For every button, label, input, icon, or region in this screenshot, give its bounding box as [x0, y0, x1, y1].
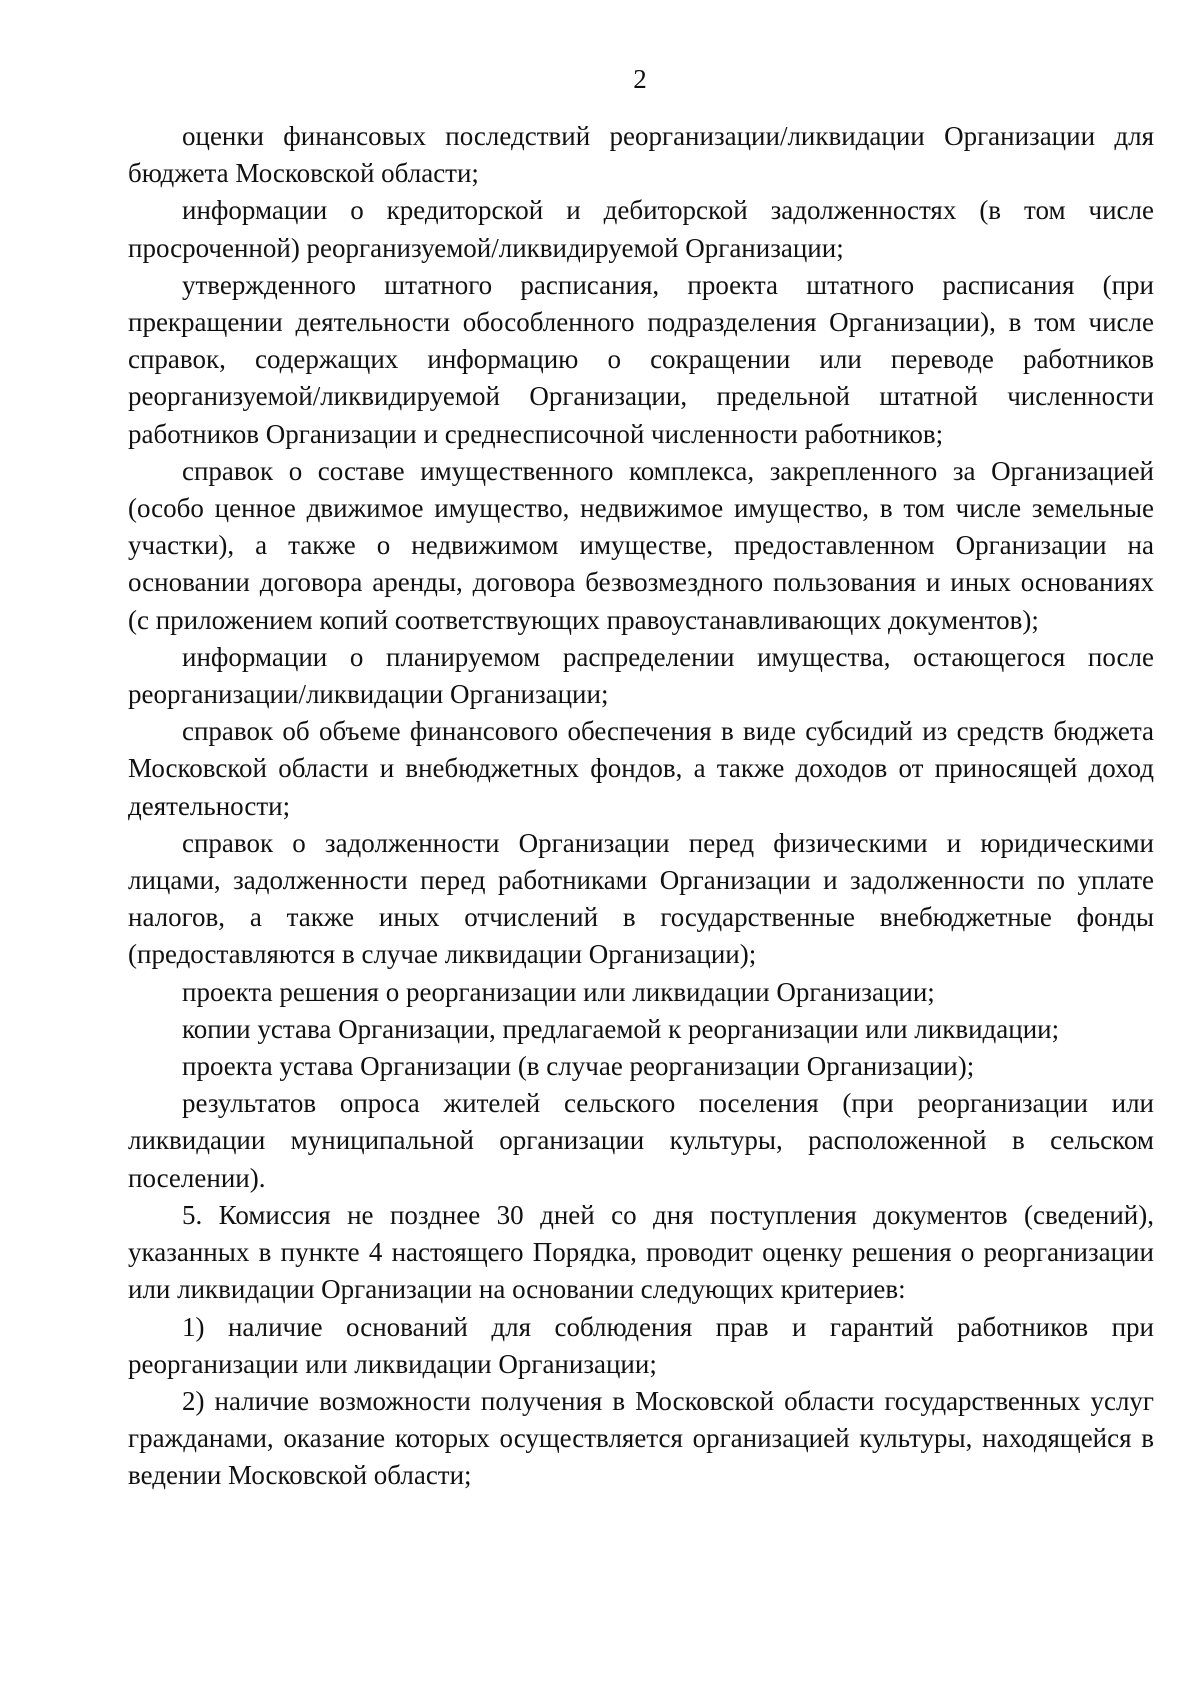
paragraph-criterion-2: 2) наличие возможности получения в Московской области государственных услуг гражданами, оказание которых осуществляется организацией культуры, находящейся в ведении Московской области;	[128, 1385, 1154, 1491]
paragraph-debt-references: справок о задолженности Организации перед физическими и юридическими лицами, задолженности перед работниками Организации и задолженности по уплате налогов, а также иных отчислений в государственные внебюджетные фонды (предоставляются в случае ликвидации Организации);	[128, 827, 1154, 970]
paragraph-financial-consequences: оценки финансовых последствий реорганизации/ликвидации Организации для бюджета Московской области;	[128, 121, 1154, 189]
paragraph-charter-copy: копии устава Организации, предлагаемой к реорганизации или ликвидации;	[182, 1013, 1060, 1044]
paragraph-debt-info: информации о кредиторской и дебиторской задолженностях (в том числе просроченной) реорганизуемой/ликвидируемой Организации;	[128, 195, 1154, 263]
document-body	[128, 118, 1154, 1495]
paragraph-draft-charter: проекта устава Организации (в случае реорганизации Организации);	[182, 1051, 975, 1082]
paragraph-property-distribution: информации о планируемом распределении имущества, остающегося после реорганизации/ликвидации Организации;	[128, 641, 1154, 710]
paragraph-financial-support: справок об объеме финансового обеспечения в виде субсидий из средств бюджета Московской области и внебюджетных фондов, а также доходов от приносящей доход деятельности;	[128, 716, 1154, 821]
paragraph-property-complex: справок о составе имущественного комплекса, закрепленного за Организацией (особо ценное движимое имущество, недвижимое имущество, в том числе земельные участки), а также о недвижимом имуществе, предоставленном Организации на основании договора аренды, договора безвозмездного пользования и иных основаниях (с приложением копий соответствующих правоустанавливающих документов);	[128, 455, 1154, 635]
paragraph-survey-results: результатов опроса жителей сельского поселения (при реорганизации или ликвидации муниципальной организации культуры, расположенной в сельском поселении).	[128, 1088, 1154, 1193]
paragraph-criterion-1: 1) наличие оснований для соблюдения прав и гарантий работников при реорганизации или ликвидации Организации;	[128, 1311, 1154, 1379]
paragraph-staff-schedule: утвержденного штатного расписания, проекта штатного расписания (при прекращении деятельности обособленного подразделения Организации), в том числе справок, содержащих информацию о сокращении или переводе работников реорганизуемой/ликвидируемой Организации, предельной штатной численности работников Организации и среднесписочной численности работников;	[128, 269, 1154, 449]
page-number: 2	[633, 64, 647, 94]
paragraph-commission-item-5: 5. Комиссия не позднее 30 дней со дня поступления документов (сведений), указанных в пункте 4 настоящего Порядка, проводит оценку решения о реорганизации или ликвидации Организации на основании следующих критериев:	[128, 1199, 1154, 1305]
paragraph-draft-decision: проекта решения о реорганизации или ликвидации Организации;	[182, 976, 935, 1007]
